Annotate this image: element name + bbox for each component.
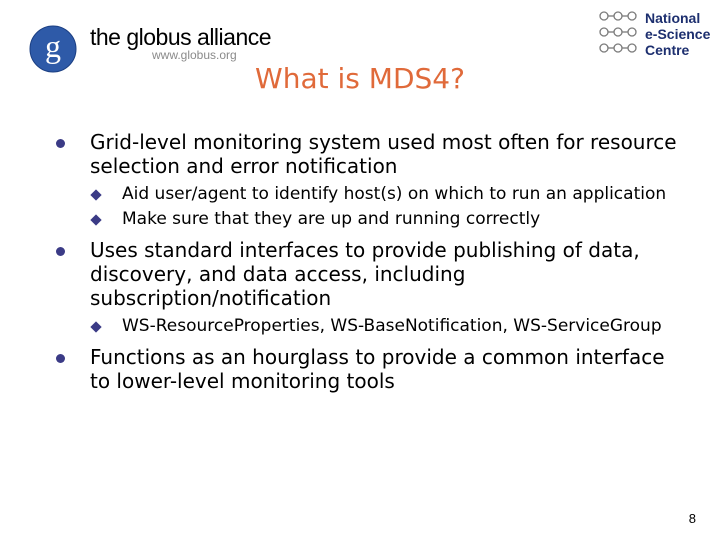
sub-bullet-list — [50, 316, 690, 337]
sub-bullet-text: WS-ResourceProperties, WS-BaseNotification, WS-ServiceGroup — [122, 316, 662, 336]
bullet-dot-icon — [56, 139, 65, 148]
sub-bullet-item — [122, 209, 690, 230]
bullet-list — [50, 130, 690, 397]
sub-bullet-text: Make sure that they are up and running correctly — [122, 209, 541, 229]
page-number: 8 — [688, 511, 696, 526]
bullet-dot-icon — [56, 354, 65, 363]
bullet-text: Functions as an hourglass to provide a common interface to lower-level monitoring tools — [90, 345, 665, 393]
bullet-item — [50, 238, 690, 310]
bullet-text: Grid-level monitoring system used most often for resource selection and error notification — [90, 130, 677, 178]
diamond-bullet-icon — [90, 189, 101, 200]
nesc-line: National — [645, 10, 701, 26]
bullet-item — [50, 130, 690, 178]
bullet-text: Uses standard interfaces to provide publishing of data, discovery, and data access, including subscription/notification — [90, 238, 640, 310]
sub-bullet-list — [50, 184, 690, 230]
diamond-bullet-icon — [90, 214, 101, 225]
nesc-line: Centre — [645, 42, 690, 58]
bullet-dot-icon — [56, 247, 65, 256]
slide-title: What is MDS4? — [255, 62, 465, 95]
globus-url: www.globus.org — [152, 48, 237, 62]
sub-bullet-item — [122, 316, 690, 337]
bullet-item — [50, 345, 690, 393]
nesc-line: e-Science — [645, 26, 711, 42]
diamond-bullet-icon — [90, 321, 101, 332]
globus-name: the globus alliance — [90, 24, 272, 50]
nesc-name — [645, 10, 710, 58]
sub-bullet-text: Aid user/agent to identify host(s) on which to run an application — [122, 184, 667, 204]
nesc-logo — [598, 8, 713, 56]
svg-text:g: g — [45, 28, 61, 64]
sub-bullet-item — [122, 184, 690, 205]
nesc-dots-icon — [598, 10, 642, 58]
